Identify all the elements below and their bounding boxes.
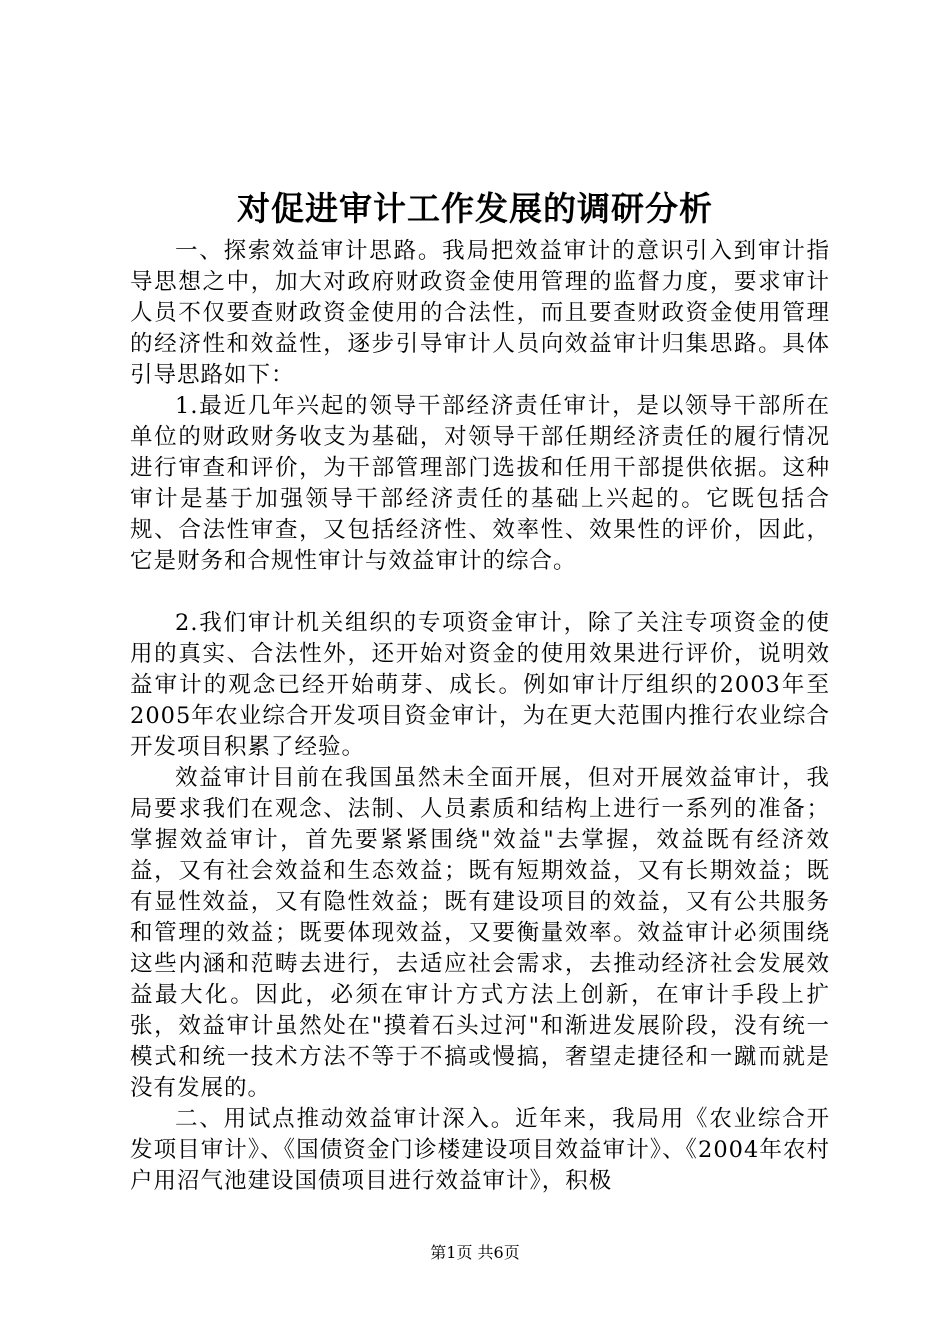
paragraph-5: 二、用试点推动效益审计深入。近年来，我局用《农业综合开发项目审计》、《国债资金门诊楼建设项目效益审计》、《2004年农村户用沼气池建设国债项目进行效益审计》，积极 [130,1106,830,1194]
paragraph-1: 一、探索效益审计思路。我局把效益审计的意识引入到审计指导思想之中，加大对政府财政资金使用管理的监督力度，要求审计人员不仅要查财政资金使用的合法性，而且要查财政资金使用管理的经济性和效益性，逐步引导审计人员向效益审计归集思路。具体引导思路如下： [130,238,830,388]
document-body [130,236,830,1197]
paragraph-4: 效益审计目前在我国虽然未全面开展，但对开展效益审计，我局要求我们在观念、法制、人员素质和结构上进行一系列的准备；掌握效益审计，首先要紧紧围绕"效益"去掌握，效益既有经济效益，又有社会效益和生态效益；既有短期效益，又有长期效益；既有显性效益，又有隐性效益；既有建设项目的效益，又有公共服务和管理的效益；既要体现效益，又要衡量效率。效益审计必须围绕这些内涵和范畴去进行，去适应社会需求，去推动经济社会发展效益最大化。因此，必须在审计方式方法上创新，在审计手段上扩张，效益审计虽然处在"摸着石头过河"和渐进发展阶段，没有统一模式和统一技术方法不等于不搞或慢搞，奢望走捷径和一蹴而就是没有发展的。 [130,765,830,1101]
paragraph-3: 2.我们审计机关组织的专项资金审计，除了关注专项资金的使用的真实、合法性外，还开始对资金的使用效果进行评价，说明效益审计的观念已经开始萌芽、成长。例如审计厅组织的2003年至2005年农业综合开发项目资金审计，为在更大范围内推行农业综合开发项目积累了经验。 [130,610,830,760]
page-number-footer: 第1页 共6页 [430,1243,520,1262]
document-title: 对促进审计工作发展的调研分析 [237,189,713,228]
paragraph-2: 1.最近几年兴起的领导干部经济责任审计，是以领导干部所在单位的财政财务收支为基础，对领导干部任期经济责任的履行情况进行审查和评价，为干部管理部门选拔和任用干部提供依据。这种审计是基于加强领导干部经济责任的基础上兴起的。它既包括合规、合法性审查，又包括经济性、效率性、效果性的评价，因此，它是财务和合规性审计与效益审计的综合。 [130,393,830,574]
